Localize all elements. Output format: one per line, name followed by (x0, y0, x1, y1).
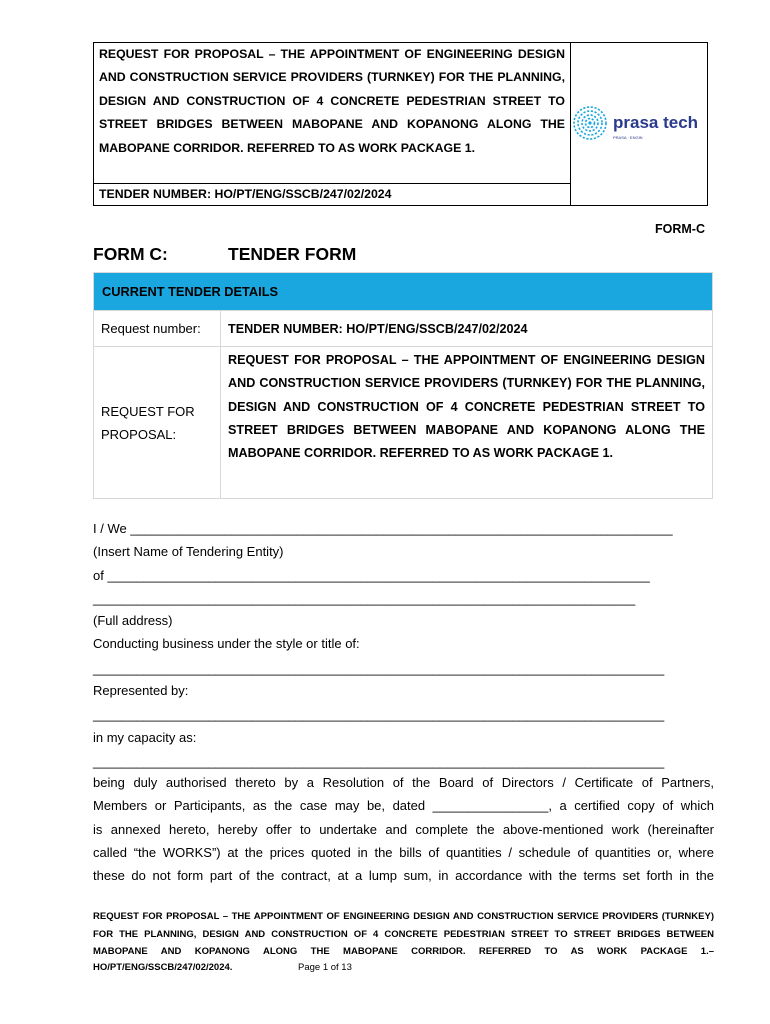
paragraph-line: these do not form part of the contract, at a lump sum, in accordance with the terms set forth in the (93, 868, 714, 884)
footer-text: REQUEST FOR PROPOSAL – THE APPOINTMENT OF ENGINEERING DESIGN AND CONSTRUCTION SERVICE PROVIDERS (TURNKEY) FOR THE PLANNING, DESIGN AND CONSTRUCTION OF 4 CONCRETE PEDESTRIAN STREET TO STREET BRIDGES BETWEEN MABOPANE AND KOPANONG ALONG THE MABOPANE CORRIDOR. REFERRED TO AS WORK PACKAGE 1.– (93, 911, 714, 957)
logo-tagline: PRASA · ENGIN (613, 135, 643, 140)
paragraph-line: Members or Participants, as the case may be, dated ________________, a certified copy of which (93, 798, 714, 814)
conducting-business-label: Conducting business under the style or title of: (93, 636, 360, 651)
paragraph-line: is annexed hereto, hereby offer to undertake and complete the above-mentioned work (hereinafter (93, 821, 714, 837)
form-tag: FORM-C (655, 222, 705, 236)
tender-details-table (93, 272, 713, 499)
prasa-tech-logo (571, 43, 707, 205)
address-line-2: ___________________________________________________________________________ (93, 591, 636, 606)
capacity-line: _______________________________________________________________________________ (93, 754, 665, 769)
request-number-label: Request number: (94, 311, 221, 347)
form-heading-label: FORM C: (93, 244, 168, 264)
paragraph-line: called “the WORKS”) at the prices quoted in the bills of quantities / schedule of quantities or, where (93, 844, 714, 860)
paragraph-line: being duly authorised thereto by a Resolution of the Board of Directors / Certificate of Partners, (93, 775, 714, 790)
request-number-value: TENDER NUMBER: HO/PT/ENG/SSCB/247/02/2024 (221, 311, 713, 347)
representative-line: _______________________________________________________________________________ (93, 707, 665, 722)
page-number: Page 1 of 13 (298, 962, 352, 973)
header-tender-number: TENDER NUMBER: HO/PT/ENG/SSCB/247/02/2024 (94, 183, 571, 205)
full-address-hint: (Full address) (93, 613, 173, 628)
authorisation-paragraph (93, 771, 714, 887)
proposal-value: REQUEST FOR PROPOSAL – THE APPOINTMENT OF ENGINEERING DESIGN AND CONSTRUCTION SERVICE PROVIDERS (TURNKEY) FOR THE PLANNING, DESIGN AND CONSTRUCTION OF 4 CONCRETE PEDESTRIAN STREET TO STREET BRIDGES BETWEEN MABOPANE AND KOPANONG ALONG THE MABOPANE CORRIDOR. REFERRED TO AS WORK PACKAGE 1. (221, 347, 713, 499)
footer-reference: HO/PT/ENG/SSCB/247/02/2024. (93, 962, 233, 973)
capacity-label: in my capacity as: (93, 730, 197, 745)
proposal-label: REQUEST FOR PROPOSAL: (94, 347, 221, 499)
header-title: REQUEST FOR PROPOSAL – THE APPOINTMENT OF ENGINEERING DESIGN AND CONSTRUCTION SERVICE PROVIDERS (TURNKEY) FOR THE PLANNING, DESIGN AND CONSTRUCTION OF 4 CONCRETE PEDESTRIAN STREET TO STREET BRIDGES BETWEEN MABOPANE AND KOPANONG ALONG THE MABOPANE CORRIDOR. REFERRED TO AS WORK PACKAGE 1. (94, 43, 571, 183)
insert-name-hint: (Insert Name of Tendering Entity) (93, 544, 284, 559)
logo-graphic (571, 43, 707, 205)
document-header-box (93, 42, 708, 206)
represented-by-label: Represented by: (93, 683, 189, 698)
logo-wordmark: prasa tech (613, 113, 699, 132)
form-heading (93, 244, 356, 265)
form-heading-title: TENDER FORM (228, 244, 357, 264)
trading-name-line: _______________________________________________________________________________ (93, 661, 665, 676)
table-header: CURRENT TENDER DETAILS (94, 273, 713, 311)
address-line-1: of ___________________________________________________________________________ (93, 568, 650, 583)
i-we-line: I / We ___________________________________________________________________________ (93, 521, 673, 536)
